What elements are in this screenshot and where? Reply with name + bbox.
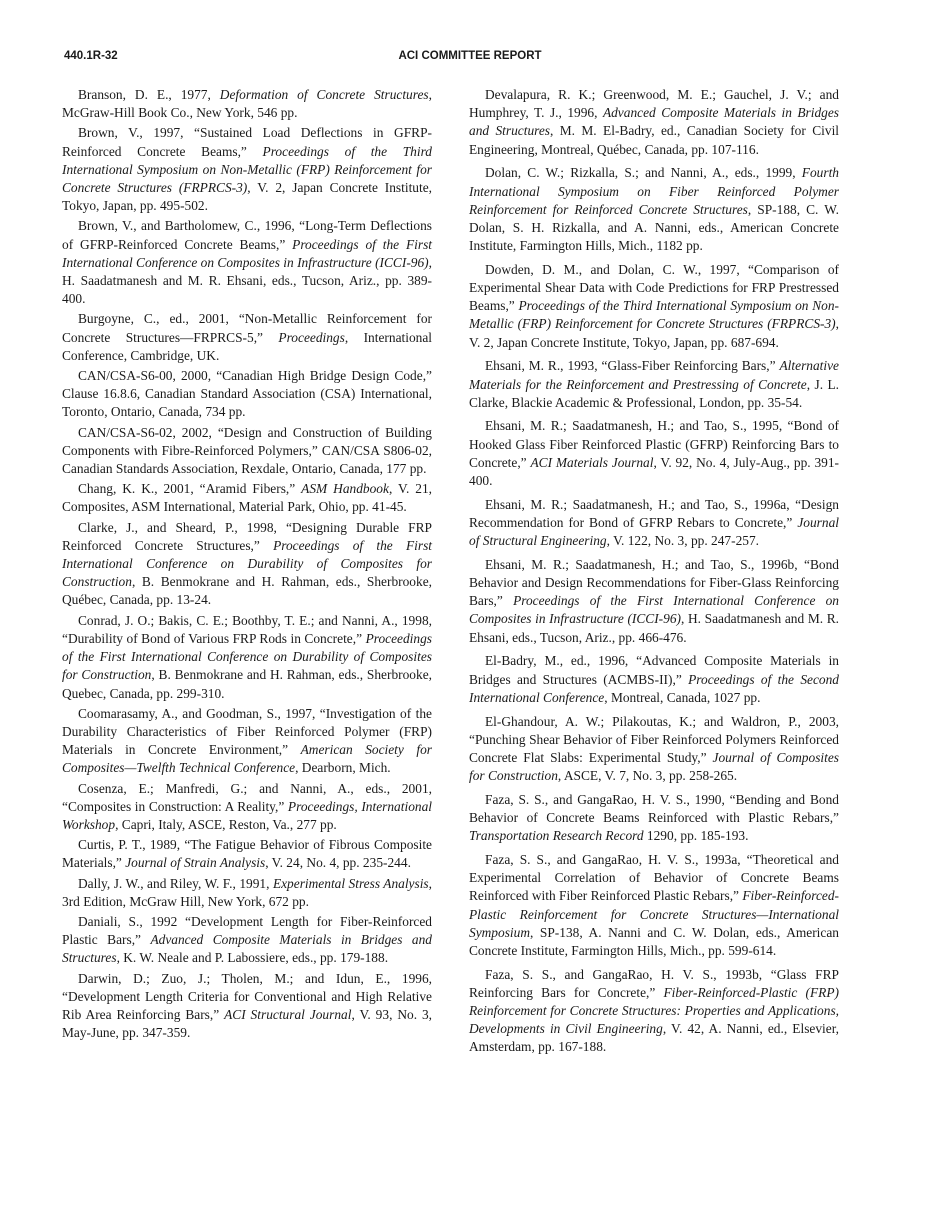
reference-title: ASM Handbook — [301, 481, 389, 497]
reference-text: Clarke, J., and Sheard, P., 1998, “Designing Durable FRP Reinforced Concrete Structures,” — [62, 519, 432, 553]
reference-text: Cosenza, E.; Manfredi, G.; and Nanni, A., eds., 2001, “Composites in Construction: A Reality,” — [62, 780, 432, 814]
reference-title: Proceedings of the Second International Conference — [469, 671, 839, 705]
reference-entry — [469, 417, 839, 490]
reference-text: Dowden, D. M., and Dolan, C. W., 1997, “Comparison of Experimental Shear Data with Code Predictions for FRP Prestressed Beams,” — [469, 261, 839, 314]
reference-text: , ASCE, V. 7, No. 3, pp. 258-265. — [557, 768, 738, 784]
reference-text: , J. L. Clarke, Blackie Academic & Professional, London, pp. 35-54. — [469, 376, 839, 410]
reference-title: Proceedings of the Third International Symposium on Non-Metallic (FRP) Reinforcement for Concrete Structures (FRPRCS-3) — [469, 298, 839, 332]
reference-title: ACI Materials Journal — [530, 454, 654, 470]
reference-text: , International Conference, Cambridge, UK. — [62, 329, 433, 363]
reference-text: , H. Saadatmanesh and M. R. Ehsani, eds., Tucson, Ariz., pp. 466-476. — [469, 611, 839, 645]
reference-text: Brown, V., 1997, “Sustained Load Deflections in GFRP-Reinforced Concrete Beams,” — [62, 125, 432, 159]
page-header — [64, 50, 876, 68]
reference-text: Conrad, J. O.; Bakis, C. E.; Boothby, T. E.; and Nanni, A., 1998, “Durability of Bond of Various FRP Rods in Concrete,” — [62, 612, 432, 646]
reference-text: , V. 2, Japan Concrete Institute, Tokyo, Japan, pp. 687-694. — [469, 316, 839, 350]
reference-text: CAN/CSA-S6-00, 2000, “Canadian High Bridge Design Code,” Clause 16.8.6, Canadian Standard Association (CSA) International, Toronto, Ontario, Canada, 734 pp. — [62, 368, 432, 420]
reference-text: Branson, D. E., 1977, — [78, 87, 220, 102]
reference-title: Fiber-Reinforced-Plastic (FRP) Reinforcement for Concrete Structures: Properties and Applications, Developments in Civil Engineering — [469, 984, 839, 1037]
reference-text: Dolan, C. W.; Rizkalla, S.; and Nanni, A., eds., 1999, — [485, 165, 802, 181]
reference-entry — [469, 556, 839, 647]
reference-title: Proceedings of the Third International Symposium on Non-Metallic (FRP) Reinforcement for Concrete Structures (FRPRCS-3) — [62, 143, 432, 196]
reference-entry — [62, 970, 432, 1043]
reference-text: Dally, J. W., and Riley, W. F., 1991, — [78, 875, 273, 891]
running-title: ACI COMMITTEE REPORT — [398, 50, 542, 62]
reference-text: Ehsani, M. R.; Saadatmanesh, H.; and Tao, S., 1995, “Bond of Hooked Glass Fiber Reinforced Plastic (GFRP) Reinforcing Bars to Concrete,” — [469, 418, 839, 470]
reference-entry — [62, 217, 432, 308]
reference-title: ACI Structural Journal — [224, 1006, 352, 1022]
reference-text: , SP-188, C. W. Dolan, S. H. Rizkalla, and A. Nanni, eds., American Concrete Institute, Farmington Hills, Mich., 1182 pp. — [469, 201, 839, 254]
reference-text: Chang, K. K., 2001, “Aramid Fibers,” — [78, 481, 302, 497]
reference-text: , 3rd Edition, McGraw Hill, New York, 672 pp. — [62, 875, 433, 909]
reference-entry — [469, 86, 839, 159]
reference-text: , V. 24, No. 4, pp. 235-244. — [265, 855, 411, 871]
reference-text: Burgoyne, C., ed., 2001, “Non-Metallic Reinforcement for Concrete Structures—FRPRCS-5,” — [62, 311, 432, 345]
reference-text: , V. 42, A. Nanni, ed., Elsevier, Amsterdam, pp. 167-188. — [469, 1021, 839, 1055]
reference-text: , V. 21, Composites, ASM International, Material Park, Ohio, pp. 41-45. — [62, 481, 432, 515]
reference-title: Proceedings of the First International Conference on Composites in Infrastructure (ICCI-96) — [469, 593, 840, 627]
reference-entry — [62, 612, 432, 703]
reference-title: Advanced Composite Materials in Bridges and Structures — [469, 105, 840, 139]
reference-title: Alternative Materials for the Reinforcement and Prestressing of Concrete — [469, 358, 839, 392]
reference-title: Journal of Structural Engineering — [469, 514, 839, 549]
reference-entry — [62, 310, 432, 365]
reference-text: Faza, S. S., and GangaRao, H. V. S., 1993a, “Theoretical and Experimental Correlation of Behavior of Concrete Beams Reinforced with Fiber Reinforced Plastic Rebars,” — [469, 851, 839, 904]
reference-entry — [62, 913, 432, 968]
reference-title: Journal of Strain Analysis — [125, 855, 266, 871]
reference-entry — [62, 875, 432, 911]
reference-title: Proceedings of the First International Conference on Durability of Composites for Construction — [62, 630, 432, 683]
reference-entry — [469, 966, 839, 1057]
reference-title: Proceedings of the First International Conference on Composites in Infrastructure (ICCI-96) — [62, 236, 432, 270]
reference-entry — [62, 86, 432, 122]
reference-text: Faza, S. S., and GangaRao, H. V. S., 1993b, “Glass FRP Reinforcing Bars for Concrete,” — [469, 966, 839, 1000]
reference-entry — [62, 519, 432, 610]
reference-title: Transportation Research Record — [469, 828, 644, 844]
reference-title: Fourth International Symposium on Fiber Reinforced Polymer Reinforcement for Reinforced Concrete Structures — [469, 165, 839, 217]
reference-column-right — [469, 86, 839, 1062]
reference-text: Curtis, P. T., 1989, “The Fatigue Behavior of Fibrous Composite Materials,” — [62, 837, 432, 871]
reference-title: Experimental Stress Analysis — [272, 875, 429, 891]
reference-text: Devalapura, R. K.; Greenwood, M. E.; Gauchel, J. V.; and Humphrey, T. J., 1996, — [469, 87, 839, 121]
reference-title: American Society for Composites—Twelfth Technical Conference — [62, 742, 432, 776]
reference-text: , K. W. Neale and P. Labossiere, eds., pp. 179-188. — [116, 950, 389, 966]
reference-entry — [62, 705, 432, 778]
reference-entry — [62, 424, 432, 479]
reference-text: , SP-138, A. Nanni and C. W. Dolan, eds., American Concrete Institute, Farmington Hills, Mich., pp. 599-614. — [469, 924, 839, 958]
reference-title: Journal of Composites for Construction — [469, 749, 839, 784]
reference-text: , M. M. El-Badry, ed., Canadian Society for Civil Engineering, Montreal, Québec, Canada, pp. 107-116. — [469, 123, 840, 157]
reference-text: Darwin, D.; Zuo, J.; Tholen, M.; and Idun, E., 1996, “Development Length Criteria for Conventional and High Relative Rib Area Reinforcing Bars,” — [62, 970, 432, 1022]
reference-text: , V. 2, Japan Concrete Institute, Tokyo, Japan, pp. 495-502. — [62, 180, 433, 214]
reference-entry — [469, 791, 839, 846]
reference-text: CAN/CSA-S6-02, 2002, “Design and Construction of Building Components with Fibre-Reinforced Polymers,” CAN/CSA S806-02, Canadian Standards Association, Rexdale, Ontario, Canada, 177 pp. — [62, 424, 432, 477]
reference-entry — [469, 652, 839, 707]
reference-text: , Capri, Italy, ASCE, Reston, Va., 277 pp. — [115, 816, 337, 832]
reference-text: , Montreal, Canada, 1027 pp. — [604, 689, 761, 705]
reference-text: , Dearborn, Mich. — [295, 760, 391, 776]
reference-title: Fiber-Reinforced-Plastic Reinforcement for Concrete Structures—International Symposium — [469, 888, 839, 940]
reference-entry — [62, 780, 432, 835]
reference-text: Ehsani, M. R.; Saadatmanesh, H.; and Tao, S., 1996a, “Design Recommendation for Bond of GFRP Rebars to Concrete,” — [469, 496, 839, 530]
reference-text: , V. 93, No. 3, May-June, pp. 347-359. — [62, 1006, 432, 1041]
reference-text: , B. Benmokrane and H. Rahman, eds., Sherbrooke, Quebec, Canada, pp. 299-310. — [62, 667, 432, 701]
reference-text: 1290, pp. 185-193. — [643, 828, 749, 844]
reference-text: , McGraw-Hill Book Co., New York, 546 pp. — [62, 87, 432, 121]
reference-text: Ehsani, M. R., 1993, “Glass-Fiber Reinforcing Bars,” — [485, 358, 780, 374]
reference-text: Ehsani, M. R.; Saadatmanesh, H.; and Tao, S., 1996b, “Bond Behavior and Design Recommendations for Fiber-Glass Reinforcing Bars,” — [469, 556, 839, 609]
reference-text: Daniali, S., 1992 “Development Length for Fiber-Reinforced Plastic Bars,” — [62, 913, 432, 948]
reference-entry — [469, 164, 839, 255]
reference-text: Faza, S. S., and GangaRao, H. V. S., 1990, “Bending and Bond Behavior of Concrete Beams Reinforced with Plastic Rebars,” — [469, 791, 839, 826]
page-number: 440.1R-32 — [64, 50, 118, 62]
reference-entry — [469, 851, 839, 960]
reference-entry — [469, 357, 839, 412]
reference-title: Advanced Composite Materials in Bridges and Structures — [62, 932, 432, 966]
reference-text: , B. Benmokrane and H. Rahman, eds., Sherbrooke, Québec, Canada, pp. 13-24. — [62, 574, 432, 608]
reference-entry — [469, 713, 839, 786]
reference-text: , V. 122, No. 3, pp. 247-257. — [606, 533, 760, 549]
reference-title: Proceedings — [278, 329, 345, 345]
reference-entry — [62, 367, 432, 422]
reference-entry — [469, 261, 839, 352]
reference-title: Proceedings of the First International Conference on Durability of Composites for Construction — [62, 537, 432, 590]
reference-entry — [62, 124, 432, 215]
reference-text: , H. Saadatmanesh and M. R. Ehsani, eds., Tucson, Ariz., pp. 389-400. — [62, 254, 432, 307]
reference-text: Brown, V., and Bartholomew, C., 1996, “Long-Term Deflections of GFRP-Reinforced Concrete Beams,” — [62, 218, 432, 252]
reference-title: Deformation of Concrete Structures — [219, 87, 429, 102]
reference-text: El-Ghandour, A. W.; Pilakoutas, K.; and Waldron, P., 2003, “Punching Shear Behavior of Fiber Reinforced Polymers Reinforced Concrete Flat Slabs: Experimental Study,” — [469, 713, 839, 765]
reference-entry — [469, 496, 839, 551]
reference-column-left — [62, 86, 432, 1044]
reference-text: El-Badry, M., ed., 1996, “Advanced Composite Materials in Bridges and Structures (ACMBS-II),” — [469, 653, 839, 687]
reference-text: , V. 92, No. 4, July-Aug., pp. 391-400. — [469, 454, 839, 489]
reference-text: Coomarasamy, A., and Goodman, S., 1997, “Investigation of the Durability Characteristics of Fiber Reinforced Polymer (FRP) Materials in Concrete Environment,” — [62, 705, 432, 758]
reference-entry — [62, 480, 432, 516]
reference-title: Proceedings, International Workshop — [62, 798, 432, 832]
reference-entry — [62, 836, 432, 872]
